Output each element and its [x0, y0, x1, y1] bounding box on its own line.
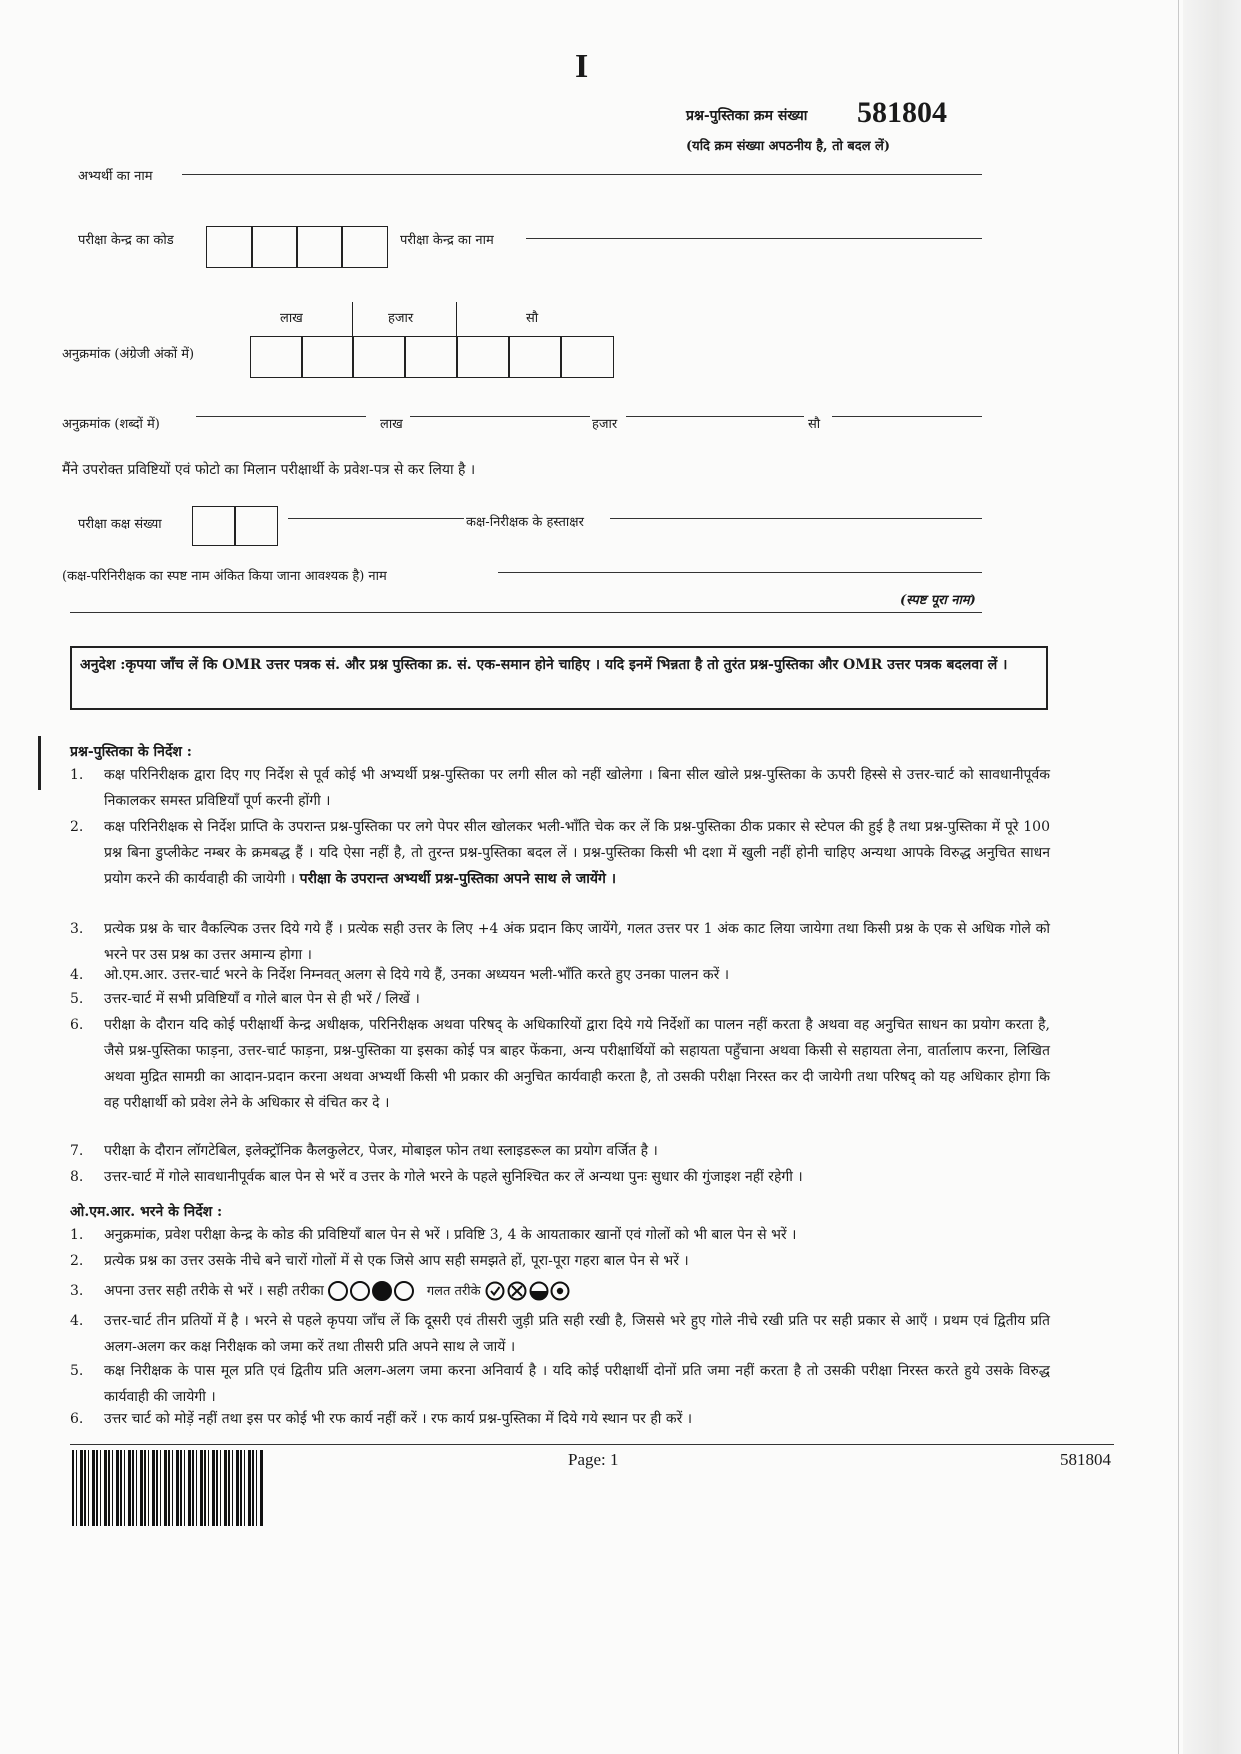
empty-bubble-icon [394, 1281, 414, 1301]
notice-text: कृपया जाँच लें कि OMR उत्तर पत्रक सं. और प्रश्न पुस्तिका क्र. सं. एक-समान होने चाहिए । यदि इनमें भिन्नता है तो तुरंत प्रश्न-पुस्तिका और OMR उत्तर पत्रक बदलवा लें । [125, 657, 1008, 673]
omr-instruction-3 [70, 1278, 1050, 1305]
serial-note: (यदि क्रम संख्या अपठनीय है, तो बदल लें) [686, 139, 891, 154]
omr-instruction-2 [70, 1248, 1050, 1274]
filled-bubble-icon [372, 1281, 392, 1301]
instruction-number: 5. [70, 1363, 84, 1379]
instruction-number: 2. [70, 1253, 84, 1269]
instruction-number: 4. [70, 967, 84, 983]
candidate-name-label: अभ्यर्थी का नाम [78, 169, 153, 184]
instruction-text: ओ.एम.आर. उत्तर-चार्ट भरने के निर्देश निम्नवत् अलग से दिये गये हैं, उनका अध्ययन भली-भाँति करते हुए उनका पालन करें । [104, 967, 730, 983]
booklet-instruction-7 [70, 1138, 1050, 1164]
roll-digit-box[interactable] [301, 336, 354, 378]
instruction-text: उत्तर चार्ट को मोड़ें नहीं तथा इस पर कोई भी रफ कार्य नहीं करें । रफ कार्य प्रश्न-पुस्तिका में दिये गये स्थान पर ही करें । [104, 1411, 693, 1427]
hazar-label: हजार [388, 311, 414, 326]
wrong-method-text: गलत तरीके [426, 1284, 481, 1299]
scan-edge [1178, 0, 1179, 1754]
centre-name-label: परीक्षा केन्द्र का नाम [400, 233, 494, 248]
roll-digit-box[interactable] [352, 336, 406, 378]
centre-code-box[interactable] [296, 226, 343, 268]
correct-method-text: अपना उत्तर सही तरीके से भरें । सही तरीका [104, 1283, 324, 1299]
instruction-bold-text: परीक्षा के उपरान्त अभ्यर्थी प्रश्न-पुस्तिका अपने साथ ले जायेंगे । [299, 871, 617, 887]
instruction-number: 3. [70, 921, 84, 937]
room-number-box[interactable] [192, 506, 236, 546]
centre-code-box[interactable] [341, 226, 388, 268]
footer-serial: 581804 [1060, 1450, 1111, 1469]
room-number-box[interactable] [234, 506, 278, 546]
centre-code-label: परीक्षा केन्द्र का कोड [78, 233, 174, 248]
roll-digits-label: अनुक्रमांक (अंग्रेजी अंकों में) [62, 347, 195, 362]
instruction-number: 3. [70, 1283, 84, 1299]
instruction-text: कक्ष निरीक्षक के पास मूल प्रति एवं द्वितीय प्रति अलग-अलग जमा करना अनिवार्य है । यदि कोई परीक्षार्थी दोनों प्रति जमा नहीं करता है तो उसकी परीक्षा निरस्त करते हुये उसके विरुद्ध कार्यवाही की जायेगी । [104, 1363, 1050, 1405]
omr-notice-box [70, 646, 1048, 710]
instruction-row [104, 1278, 1050, 1305]
invigilator-signature-label: कक्ष-निरीक्षक के हस्ताक्षर [466, 515, 584, 530]
omr-instruction-5 [70, 1358, 1050, 1410]
instruction-text: उत्तर-चार्ट में सभी प्रविष्टियाँ व गोले बाल पेन से ही भरें / लिखें । [104, 991, 420, 1007]
scan-shadow [1183, 0, 1241, 1754]
instruction-text: प्रत्येक प्रश्न का उत्तर उसके नीचे बने चारों गोलों में से एक जिसे आप सही समझते हों, पूरा-पूरा गहरा बाल पेन से भरें । [104, 1253, 689, 1269]
footer-rule [70, 1444, 1114, 1445]
instruction-number: 4. [70, 1313, 84, 1329]
instruction-text: परीक्षा के दौरान यदि कोई परीक्षार्थी केन्द्र अधीक्षक, परिनिरीक्षक अथवा परिषद् के अधिकारियों द्वारा दिये गये निर्देशों का पालन नहीं करता है अथवा वह अनुचित साधन का प्रयोग करता है, जैसे प्रश्न-पुस्तिका फाड़ना, उत्तर-चार्ट फाड़ना, प्रश्न-पुस्तिका या इसका कोई पत्र बाहर फेंकना, अन्य परीक्षार्थियों को सहायता पहुँचाना अथवा किसी से सहायता लेना, वार्तालाप करना, लिखित अथवा मुद्रित सामग्री का आदान-प्रदान करना अथवा अभ्यर्थी किसी भी प्रकार की अनुचित कार्यवाही करता है, तो उसकी परीक्षा निरस्त कर दी जायेगी तथा परिषद् को यह अधिकार होगा कि वह परीक्षार्थी को प्रवेश लेने के अधिकार से वंचित कर दे । [104, 1017, 1050, 1111]
instruction-text: उत्तर-चार्ट में गोले सावधानीपूर्वक बाल पेन से भरें व उत्तर के गोले भरने के पहले सुनिश्चित कर लें अन्यथा पुनः सुधार की गुंजाइश नहीं रहेगी । [104, 1169, 803, 1185]
centre-code-box[interactable] [251, 226, 298, 268]
centre-name-field[interactable] [526, 238, 982, 239]
full-name-hint: (स्पष्ट पूरा नाम) [900, 593, 976, 608]
instruction-number: 1. [70, 767, 84, 783]
omr-instruction-1 [70, 1222, 1050, 1248]
margin-mark [38, 736, 41, 790]
instruction-number: 8. [70, 1169, 84, 1185]
invigilator-signature-field[interactable] [288, 518, 464, 519]
booklet-instruction-3 [70, 916, 1050, 968]
omr-instruction-6 [70, 1406, 1050, 1432]
invigilator-signature-line[interactable] [610, 518, 982, 519]
instruction-text: प्रत्येक प्रश्न के चार वैकल्पिक उत्तर दिये गये हैं । प्रत्येक सही उत्तर के लिए +4 अंक प्रदान किए जायेंगे, गलत उत्तर पर 1 अंक काट लिया जायेगा तथा किसी प्रश्न के एक से अधिक गोले को भरने पर उस प्रश्न का उत्तर अमान्य होगा । [104, 921, 1050, 963]
instruction-number: 5. [70, 991, 84, 1007]
booklet-instruction-1 [70, 762, 1050, 814]
serial-number: 581804 [857, 96, 947, 129]
barcode [72, 1450, 264, 1526]
hazar-divider [456, 302, 457, 336]
roll-digit-box[interactable] [250, 336, 303, 378]
booklet-instructions-heading: प्रश्न-पुस्तिका के निर्देश : [70, 744, 192, 760]
roll-digit-box[interactable] [456, 336, 510, 378]
instruction-number: 1. [70, 1227, 84, 1243]
verification-text: मैंने उपरोक्त प्रविष्टियों एवं फोटो का मिलान परीक्षार्थी के प्रवेश-पत्र से कर लिया है । [62, 462, 476, 478]
roll-words-hazar-field[interactable] [410, 416, 590, 417]
instruction-text-wrap [104, 814, 1050, 892]
empty-bubble-icon [328, 1281, 348, 1301]
roll-digit-box[interactable] [508, 336, 562, 378]
instruction-number: 6. [70, 1411, 84, 1427]
roll-words-lakh-field[interactable] [196, 416, 366, 417]
booklet-set: I [575, 48, 589, 85]
invigilator-name-field[interactable] [498, 572, 982, 573]
empty-bubble-icon [350, 1281, 370, 1301]
omr-instructions-heading: ओ.एम.आर. भरने के निर्देश : [70, 1204, 223, 1220]
lakh-label: लाख [280, 311, 303, 326]
instruction-text: परीक्षा के दौरान लॉगटेबिल, इलेक्ट्रॉनिक कैलकुलेटर, पेजर, मोबाइल फोन तथा स्लाइडरूल का प्रयोग वर्जित है । [104, 1143, 658, 1159]
wrong-bubble-examples-icon [485, 1280, 571, 1302]
notice-label: अनुदेश : [80, 657, 126, 673]
sau-label: सौ [526, 311, 539, 326]
instruction-text: उत्तर-चार्ट तीन प्रतियों में है । भरने से पहले कृपया जाँच लें कि दूसरी एवं तीसरी जुड़ी प्रति सही रखी है, जिससे भरे हुए गोले नीचे रखी प्रति पर सही प्रकार से आएँ । प्रथम एवं द्वितीय प्रति अलग-अलग कर कक्ष निरीक्षक को जमा करें तथा तीसरी प्रति अपने साथ ले जायें । [104, 1313, 1050, 1355]
roll-words-end-field[interactable] [832, 416, 982, 417]
instruction-number: 7. [70, 1143, 84, 1159]
roll-digit-box[interactable] [560, 336, 614, 378]
booklet-instruction-5 [70, 986, 1050, 1012]
instruction-text: अनुक्रमांक, प्रवेश परीक्षा केन्द्र के कोड की प्रविष्टियाँ बाल पेन से भरें । प्रविष्टि 3, 4 के आयताकार खानों एवं गोलों को भी बाल पेन से भरें । [104, 1227, 797, 1243]
roll-digit-box[interactable] [404, 336, 458, 378]
serial-label: प्रश्न-पुस्तिका क्रम संख्या [686, 108, 808, 124]
omr-instruction-4 [70, 1308, 1050, 1360]
centre-code-box[interactable] [206, 226, 253, 268]
lakh-divider [352, 302, 353, 336]
instruction-number: 2. [70, 819, 84, 835]
page-number: Page: 1 [568, 1450, 619, 1469]
booklet-instruction-2 [70, 814, 1050, 892]
booklet-instruction-6 [70, 1012, 1050, 1116]
roll-words-sau: सौ [808, 417, 821, 432]
instruction-text: कक्ष परिनिरीक्षक से निर्देश प्राप्ति के उपरान्त प्रश्न-पुस्तिका पर लगे पेपर सील खोलकर भली-भाँति चेक कर लें कि प्रश्न-पुस्तिका ठीक प्रकार से स्टेपल की हुई है तथा प्रश्न-पुस्तिका में पूरे 100 प्रश्न बिना डुप्लीकेट नम्बर के क्रमबद्ध हैं । यदि ऐसा नहीं है, तो तुरन्त प्रश्न-पुस्तिका बदल लें । प्रश्न-पुस्तिका किसी भी दशा में खुली नहीं होनी चाहिए अन्यथा आपके विरुद्ध अनुचित साधन प्रयोग करने की कार्यवाही की जायेगी । [104, 819, 1050, 887]
roll-words-lakh: लाख [380, 417, 403, 432]
room-number-label: परीक्षा कक्ष संख्या [78, 517, 162, 532]
roll-words-hazar: हजार [592, 417, 618, 432]
booklet-instruction-4 [70, 962, 1050, 988]
booklet-instruction-8 [70, 1164, 1050, 1190]
instruction-text: कक्ष परिनिरीक्षक द्वारा दिए गए निर्देश से पूर्व कोई भी अभ्यर्थी प्रश्न-पुस्तिका पर लगी सील को नहीं खोलेगा । बिना सील खोले प्रश्न-पुस्तिका के ऊपरी हिस्से से उत्तर-चार्ट को सावधानीपूर्वक निकालकर समस्त प्रविष्टियाँ पूर्ण करनी होंगी । [104, 767, 1050, 809]
instruction-number: 6. [70, 1017, 84, 1033]
roll-words-label: अनुक्रमांक (शब्दों में) [62, 417, 160, 432]
candidate-name-field[interactable] [182, 174, 982, 175]
full-name-field[interactable] [70, 612, 982, 613]
invigilator-name-label: (कक्ष-परिनिरीक्षक का स्पष्ट नाम अंकित किया जाना आवश्यक है) नाम [62, 569, 387, 584]
roll-words-sau-field[interactable] [626, 416, 804, 417]
